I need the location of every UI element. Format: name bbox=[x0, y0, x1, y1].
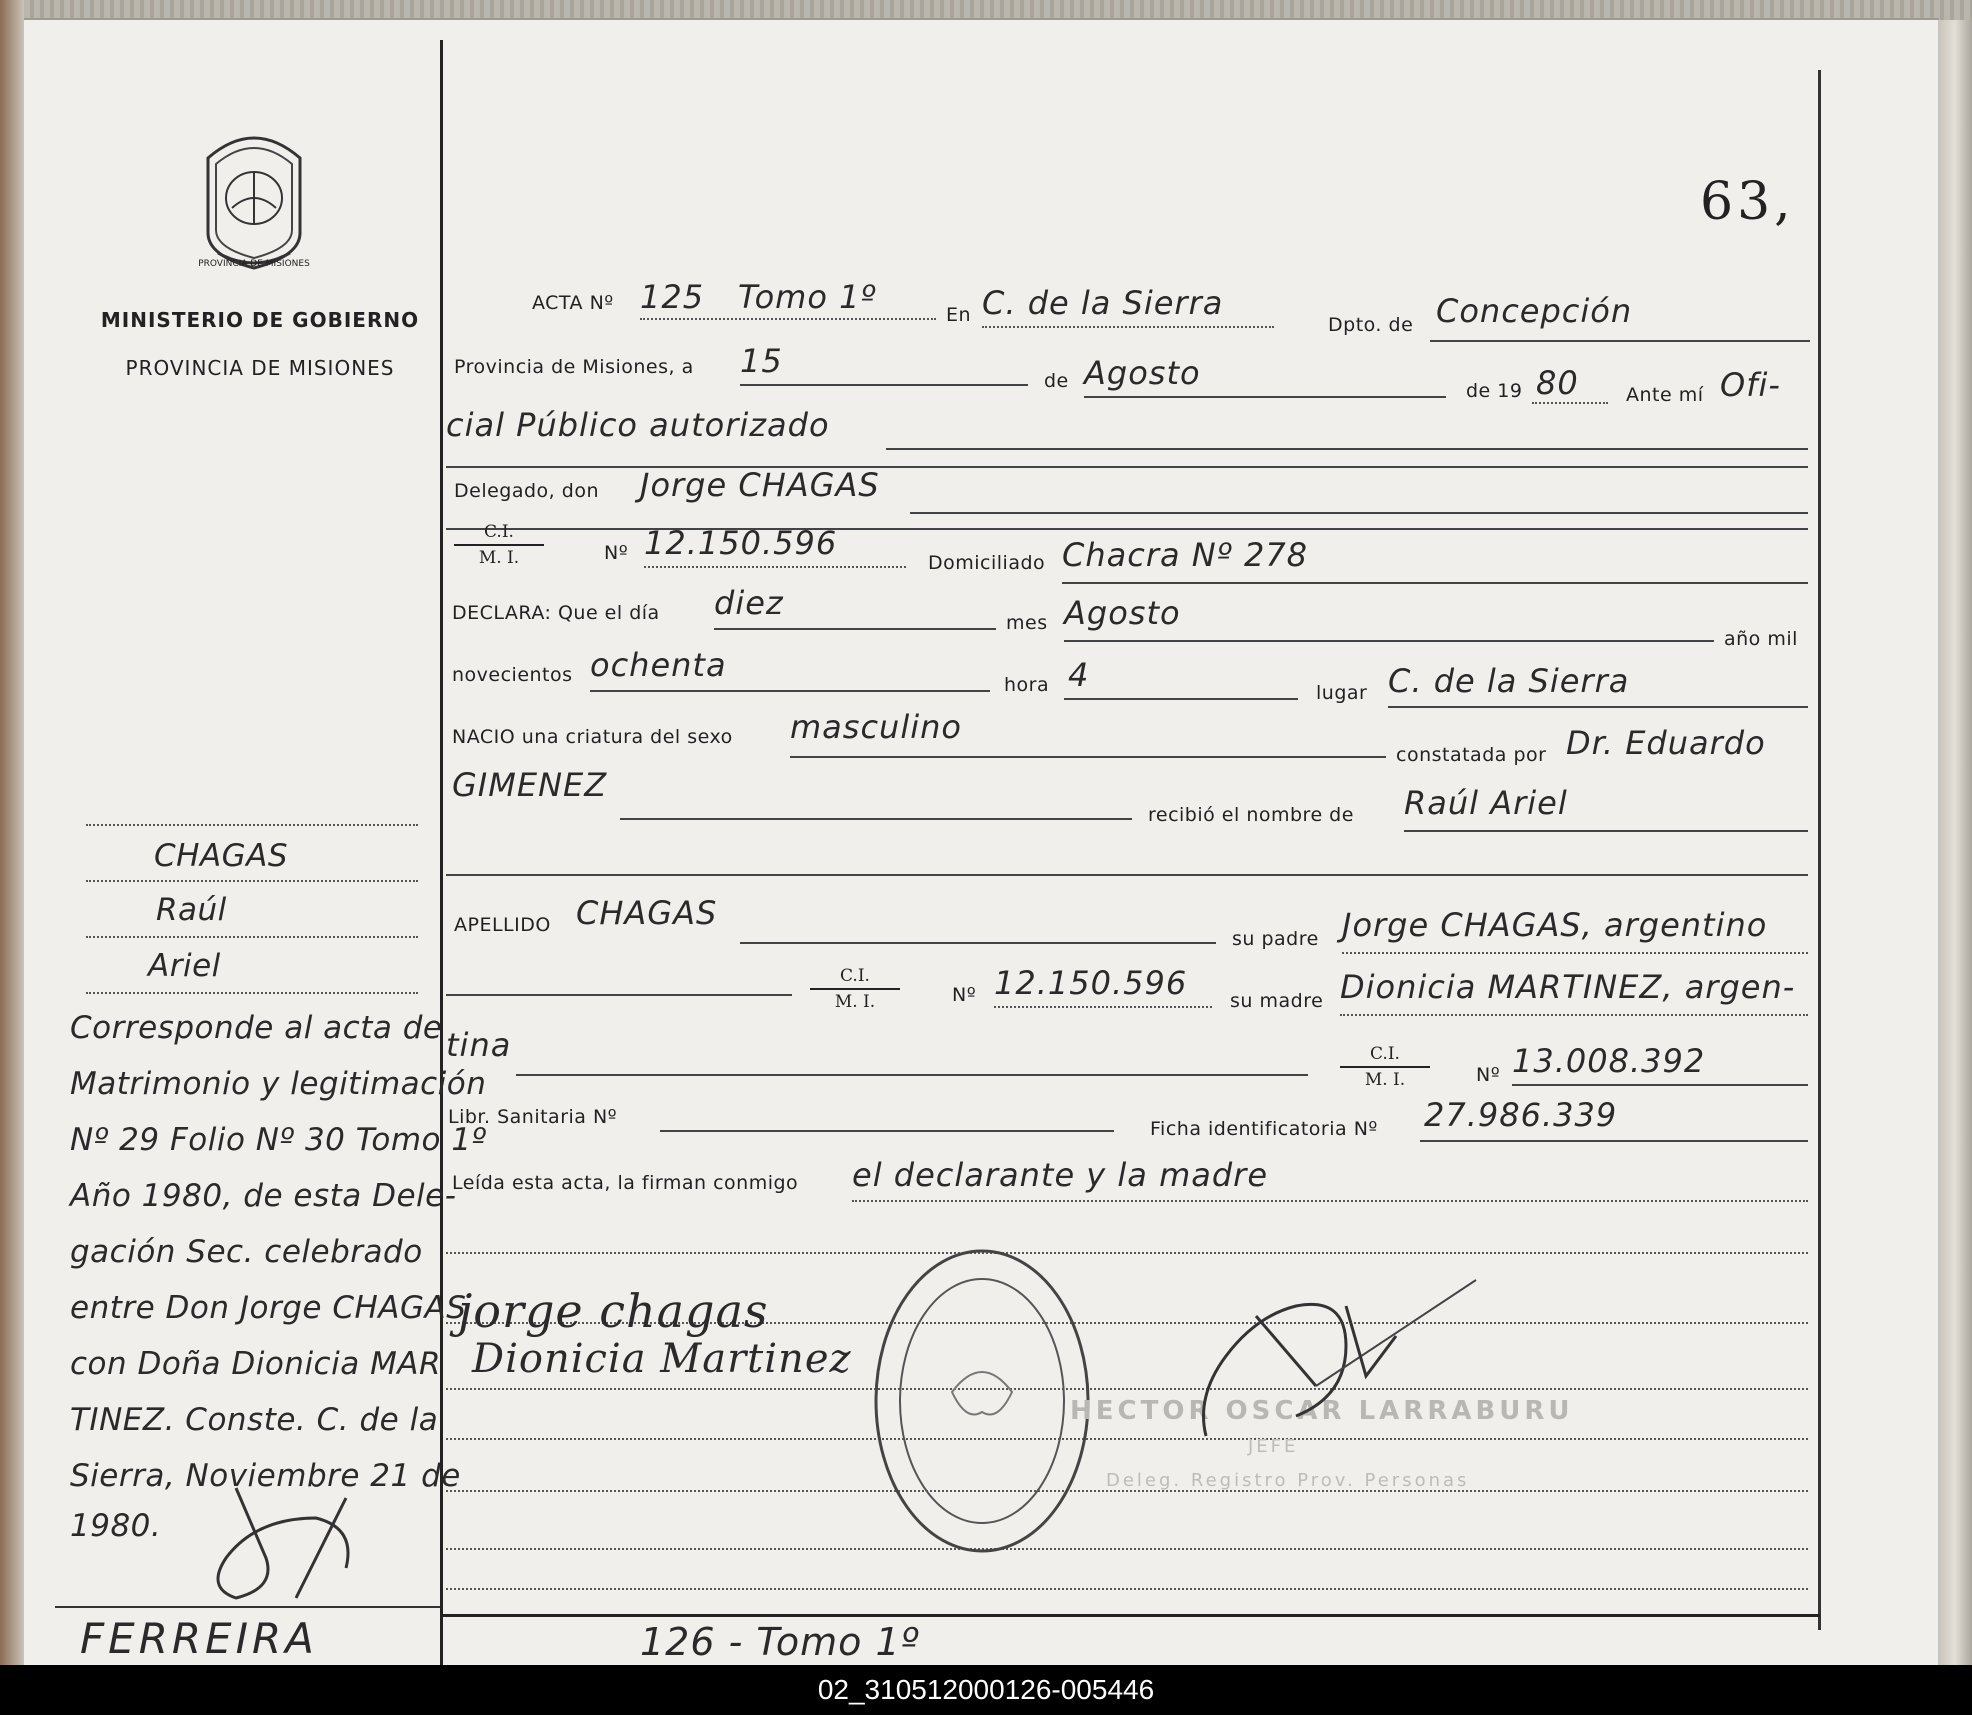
field-line bbox=[1084, 396, 1446, 398]
father-value: Jorge CHAGAS, argentino bbox=[1342, 906, 1768, 944]
label-no: Nº bbox=[604, 542, 629, 564]
margin-signature-icon bbox=[196, 1478, 396, 1608]
field-line bbox=[852, 1200, 1808, 1202]
field-line bbox=[982, 326, 1274, 328]
field-line bbox=[714, 628, 996, 630]
field-line bbox=[640, 318, 936, 320]
birth-place-value: C. de la Sierra bbox=[1388, 662, 1630, 700]
margin-note-line: con Doña Dionicia MAR bbox=[70, 1346, 442, 1382]
official-signature-icon bbox=[1196, 1276, 1486, 1446]
label-domiciliado: Domiciliado bbox=[928, 552, 1046, 574]
field-line bbox=[1420, 1140, 1808, 1142]
field-line bbox=[86, 880, 418, 882]
birth-day-value: diez bbox=[714, 584, 784, 622]
label-de: de bbox=[1044, 370, 1069, 392]
field-line bbox=[994, 1006, 1212, 1008]
field-line bbox=[1532, 402, 1608, 404]
mother-signature: Dionicia Martinez bbox=[472, 1336, 852, 1382]
birth-hour-value: 4 bbox=[1068, 656, 1090, 694]
acta-tomo: Tomo 1º bbox=[738, 278, 877, 316]
file-id-caption: 02_310512000126-005446 bbox=[0, 1665, 1972, 1715]
declarant-signature: jorge chagas bbox=[458, 1284, 769, 1338]
field-line bbox=[660, 1130, 1114, 1132]
mother-value-1: Dionicia MARTINEZ, argen- bbox=[1340, 968, 1796, 1006]
label-acta-no: ACTA Nº bbox=[532, 292, 614, 314]
label-hora: hora bbox=[1004, 674, 1050, 696]
margin-name-1: Raúl bbox=[156, 892, 227, 928]
field-line bbox=[886, 448, 1808, 450]
label-libr-sanitaria: Libr. Sanitaria Nº bbox=[448, 1106, 618, 1128]
birth-year-value: ochenta bbox=[590, 646, 727, 684]
field-line bbox=[1512, 1084, 1808, 1086]
address-value: Chacra Nº 278 bbox=[1062, 536, 1309, 574]
official-office-stamp: Deleg. Registro Prov. Personas bbox=[1106, 1470, 1470, 1491]
label-constatada: constatada por bbox=[1396, 744, 1547, 766]
ci-label: C.I. bbox=[810, 966, 900, 990]
mother-id-value: 13.008.392 bbox=[1512, 1042, 1706, 1080]
delegate-value: Jorge CHAGAS bbox=[640, 466, 880, 504]
label-lugar: lugar bbox=[1316, 682, 1368, 704]
field-line bbox=[1430, 340, 1810, 342]
margin-note-line: Sierra, Noviembre 21 de bbox=[70, 1458, 461, 1494]
label-ano-mil: año mil bbox=[1724, 628, 1798, 650]
seal-text: PROVINCIA DE MISIONES bbox=[198, 259, 310, 269]
field-line bbox=[86, 936, 418, 938]
sex-value: masculino bbox=[790, 708, 962, 746]
next-entry-header: 126 - Tomo 1º bbox=[640, 1620, 920, 1664]
label-leida: Leída esta acta, la firman conmigo bbox=[452, 1172, 799, 1194]
official-name-stamp: HECTOR OSCAR LARRABURU bbox=[1070, 1396, 1574, 1426]
official-title-stamp: JEFE bbox=[1248, 1436, 1299, 1457]
field-line bbox=[1404, 830, 1808, 832]
field-line bbox=[1388, 706, 1808, 708]
margin-surname: CHAGAS bbox=[154, 838, 289, 874]
field-line bbox=[1342, 952, 1808, 954]
ci-label: C.I. bbox=[1340, 1044, 1430, 1068]
margin-note-line: gación Sec. celebrado bbox=[70, 1234, 423, 1270]
field-line bbox=[1064, 640, 1714, 642]
verified-by-value-2: GIMENEZ bbox=[452, 766, 608, 804]
day-value: 15 bbox=[740, 342, 783, 380]
margin-note-line: Año 1980, de esta Dele- bbox=[70, 1178, 457, 1214]
field-line bbox=[86, 992, 418, 994]
label-apellido: APELLIDO bbox=[454, 914, 551, 936]
field-line bbox=[620, 818, 1132, 820]
verified-by-value-1: Dr. Eduardo bbox=[1566, 724, 1766, 762]
field-line bbox=[740, 942, 1216, 944]
father-id-value: 12.150.596 bbox=[994, 964, 1188, 1002]
label-recibio: recibió el nombre de bbox=[1148, 804, 1354, 826]
margin-bottom-name: FERREIRA bbox=[80, 1614, 318, 1663]
field-line bbox=[1062, 582, 1808, 584]
ci-label: C.I. bbox=[454, 522, 544, 546]
field-line bbox=[790, 756, 1386, 758]
mother-value-2: tina bbox=[446, 1026, 512, 1064]
official-value-2: cial Público autorizado bbox=[446, 406, 830, 444]
label-no: Nº bbox=[952, 984, 977, 1006]
father-ci-mi-fraction bbox=[810, 966, 900, 1012]
field-line bbox=[590, 690, 990, 692]
ci-mi-fraction bbox=[454, 522, 544, 568]
mi-label: M. I. bbox=[478, 548, 520, 568]
field-line bbox=[910, 512, 1808, 514]
year-value: 80 bbox=[1536, 364, 1579, 402]
label-ficha: Ficha identificatoria Nº bbox=[1150, 1118, 1378, 1140]
field-line bbox=[446, 1588, 1808, 1590]
entry-end-rule bbox=[440, 1614, 1820, 1617]
label-dpto: Dpto. de bbox=[1328, 314, 1414, 336]
label-mes: mes bbox=[1006, 612, 1048, 634]
field-line bbox=[446, 994, 792, 996]
label-provincia-a: Provincia de Misiones, a bbox=[454, 356, 694, 378]
page-number: 63, bbox=[1700, 172, 1795, 232]
margin-name-2: Ariel bbox=[148, 948, 221, 984]
field-line bbox=[446, 1438, 1808, 1440]
book-edge-left bbox=[0, 0, 24, 1665]
label-ante-mi: Ante mí bbox=[1626, 384, 1704, 406]
mother-ci-mi-fraction bbox=[1340, 1044, 1430, 1090]
field-line bbox=[516, 1074, 1308, 1076]
label-su-padre: su padre bbox=[1232, 928, 1319, 950]
column-divider bbox=[440, 40, 443, 1665]
birth-month-value: Agosto bbox=[1064, 594, 1181, 632]
margin-note-line: Nº 29 Folio Nº 30 Tomo 1º bbox=[70, 1122, 487, 1158]
province-heading: PROVINCIA DE MISIONES bbox=[125, 356, 395, 380]
field-line bbox=[446, 1252, 1808, 1254]
margin-note-line: Corresponde al acta de bbox=[70, 1010, 443, 1046]
margin-note-line: 1980. bbox=[70, 1508, 162, 1544]
field-line bbox=[446, 1388, 1808, 1390]
field-line bbox=[446, 1548, 1808, 1550]
field-line bbox=[644, 566, 906, 568]
margin-note-line: Matrimonio y legitimación bbox=[70, 1066, 487, 1102]
registry-stamp-icon bbox=[868, 1242, 1096, 1560]
field-line bbox=[446, 874, 1808, 876]
given-name-value: Raúl Ariel bbox=[1404, 784, 1568, 822]
official-value-1: Ofi- bbox=[1720, 366, 1781, 404]
ministry-heading: MINISTERIO DE GOBIERNO bbox=[100, 308, 420, 332]
field-line bbox=[740, 384, 1028, 386]
right-rule bbox=[1818, 70, 1821, 1630]
mi-label: M. I. bbox=[1364, 1070, 1406, 1090]
delegate-id-value: 12.150.596 bbox=[644, 524, 838, 562]
label-no: Nº bbox=[1476, 1064, 1501, 1086]
field-line bbox=[1064, 698, 1298, 700]
label-de-19: de 19 bbox=[1466, 380, 1523, 402]
margin-note-line: entre Don Jorge CHAGAS bbox=[70, 1290, 467, 1326]
book-edge-right bbox=[1938, 20, 1972, 1665]
mi-label: M. I. bbox=[834, 992, 876, 1012]
label-delegado: Delegado, don bbox=[454, 480, 599, 502]
label-su-madre: su madre bbox=[1230, 990, 1324, 1012]
signers-value: el declarante y la madre bbox=[852, 1156, 1269, 1194]
label-en: En bbox=[946, 304, 972, 326]
place-value: C. de la Sierra bbox=[982, 284, 1224, 322]
acta-number: 125 bbox=[640, 278, 705, 316]
surname-value: CHAGAS bbox=[576, 894, 718, 932]
field-line bbox=[86, 824, 418, 826]
province-seal-icon bbox=[188, 128, 320, 278]
margin-note-line: TINEZ. Conste. C. de la bbox=[70, 1402, 439, 1438]
month-value: Agosto bbox=[1084, 354, 1201, 392]
department-value: Concepción bbox=[1436, 292, 1633, 330]
label-nacio: NACIO una criatura del sexo bbox=[452, 726, 733, 748]
field-line bbox=[1340, 1014, 1808, 1016]
label-novecientos: novecientos bbox=[452, 664, 573, 686]
label-declara: DECLARA: Que el día bbox=[452, 602, 660, 624]
id-card-value: 27.986.339 bbox=[1424, 1096, 1618, 1134]
